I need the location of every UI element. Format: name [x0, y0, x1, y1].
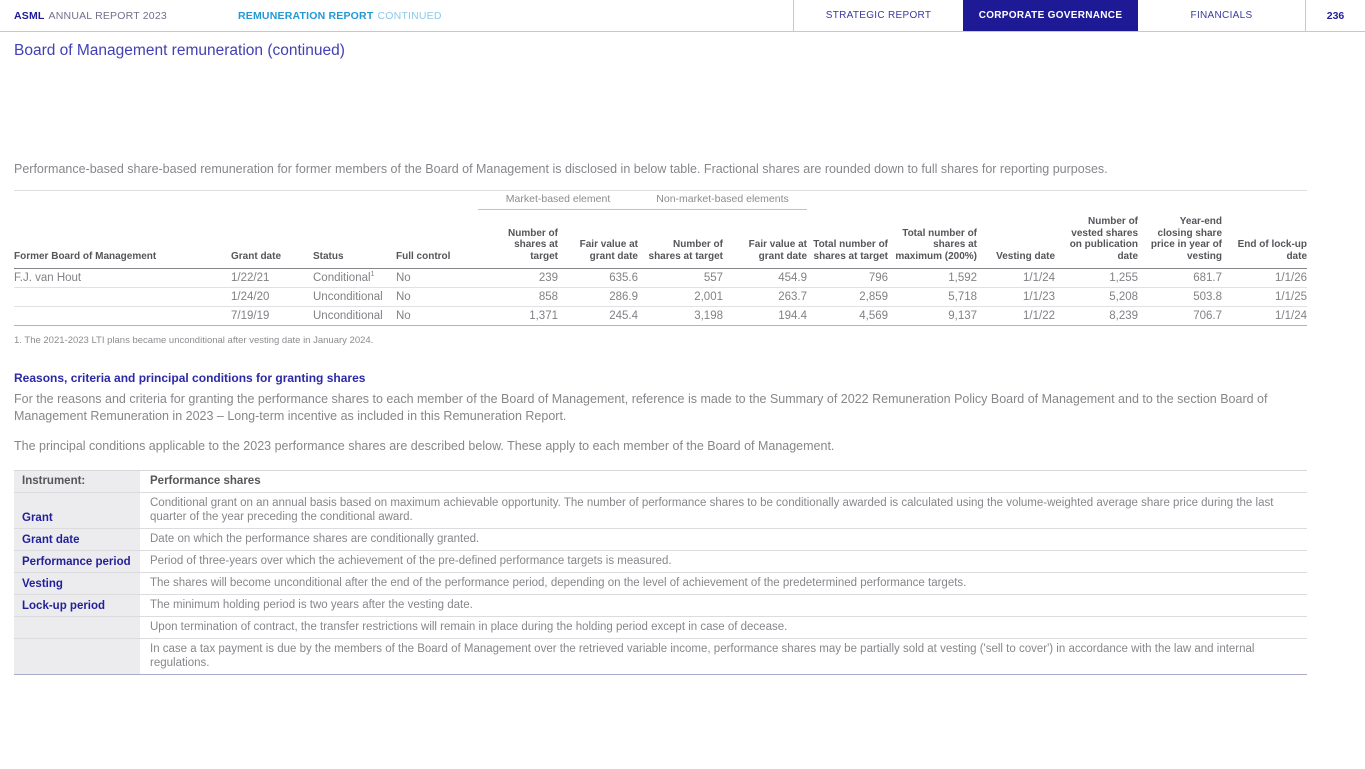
column-header: Fair value at grant date — [723, 210, 807, 269]
column-header: Year-end closing share price in year of vesting — [1138, 210, 1222, 269]
definition-row — [14, 638, 1307, 674]
cell-fair-value-nonmarket: 454.9 — [723, 268, 807, 287]
section-name: REMUNERATION REPORT — [238, 9, 374, 22]
definition-label: Grant — [14, 492, 140, 528]
cell-full-control: No — [396, 306, 478, 325]
section-heading: Reasons, criteria and principal conditions for granting shares — [14, 370, 366, 385]
cell-vesting-date: 1/1/24 — [977, 268, 1055, 287]
cell-fair-value-nonmarket: 194.4 — [723, 306, 807, 325]
column-header: Number of vested shares on publication date — [1055, 210, 1138, 269]
column-header: Former Board of Management — [14, 210, 231, 269]
cell-lockup-end: 1/1/24 — [1222, 306, 1307, 325]
definition-header-row — [14, 470, 1307, 492]
table-row — [14, 268, 1307, 287]
cell-lockup-end: 1/1/26 — [1222, 268, 1307, 287]
cell-full-control: No — [396, 287, 478, 306]
definition-label: Lock-up period — [14, 594, 140, 616]
cell-vesting-date: 1/1/23 — [977, 287, 1055, 306]
cell-lockup-end: 1/1/25 — [1222, 287, 1307, 306]
group-market-based: Market-based element — [478, 191, 638, 210]
definition-row — [14, 492, 1307, 528]
status-text: Conditional — [313, 271, 371, 284]
cell-total-target: 4,569 — [807, 306, 888, 325]
column-header: Grant date — [231, 210, 313, 269]
definition-text: The minimum holding period is two years after the vesting date. — [150, 594, 1307, 616]
table-row — [14, 306, 1307, 325]
cell-shares-target-nonmarket: 2,001 — [638, 287, 723, 306]
cell-shares-target-market: 1,371 — [478, 306, 558, 325]
reasons-paragraph-2: The principal conditions applicable to the 2023 performance shares are described below. These apply to each member of the Board of Management. — [14, 438, 835, 453]
brand-subtitle: ANNUAL REPORT 2023 — [48, 9, 167, 22]
column-header-row — [14, 210, 1307, 269]
conditions-definition-table — [14, 470, 1307, 675]
page-number: 236 — [1305, 0, 1365, 31]
cell-vesting-date: 1/1/22 — [977, 306, 1055, 325]
cell-vested-shares: 1,255 — [1055, 268, 1138, 287]
cell-grant-date: 1/24/20 — [231, 287, 313, 306]
cell-shares-target-nonmarket: 3,198 — [638, 306, 723, 325]
definition-row — [14, 550, 1307, 572]
cell-shares-target-market: 858 — [478, 287, 558, 306]
cell-grant-date: 1/22/21 — [231, 268, 313, 287]
definition-label — [14, 616, 140, 638]
cell-vested-shares: 5,208 — [1055, 287, 1138, 306]
definition-row — [14, 594, 1307, 616]
cell-fair-value-nonmarket: 263.7 — [723, 287, 807, 306]
reasons-paragraph-1: For the reasons and criteria for granting the performance shares to each member of the Board of Management, reference is made to the Summary of 2022 Remuneration Policy Board of Management and to the section Board of Management Remuneration in 2023 – Long-term incentive as included in this Remuneration Report. — [14, 391, 1268, 423]
footnote-marker: 1 — [370, 271, 375, 279]
definition-label: Performance period — [14, 550, 140, 572]
section-continued: CONTINUED — [377, 9, 442, 22]
cell-status — [313, 268, 396, 287]
cell-closing-price: 681.7 — [1138, 268, 1222, 287]
column-header: End of lock-up date — [1222, 210, 1307, 269]
definition-text: Period of three-years over which the achievement of the pre-defined performance targets is measured. — [150, 550, 1307, 572]
cell-closing-price: 706.7 — [1138, 306, 1222, 325]
cell-total-maximum: 9,137 — [888, 306, 977, 325]
table-footnote: 1. The 2021-2023 LTI plans became unconditional after vesting date in January 2024. — [14, 334, 374, 346]
tab-financials[interactable]: FINANCIALS — [1190, 10, 1253, 21]
cell-closing-price: 503.8 — [1138, 287, 1222, 306]
cell-shares-target-market: 239 — [478, 268, 558, 287]
cell-fair-value-market: 245.4 — [558, 306, 638, 325]
cell-member-name — [14, 287, 231, 306]
definition-text: Upon termination of contract, the transfer restrictions will remain in place during the holding period except in case of decease. — [150, 616, 1307, 638]
table-row — [14, 287, 1307, 306]
brand-name: ASML — [14, 9, 45, 22]
cell-total-target: 2,859 — [807, 287, 888, 306]
cell-status: Unconditional — [313, 287, 396, 306]
column-header: Fair value at grant date — [558, 210, 638, 269]
share-remuneration-table — [14, 190, 1307, 326]
page-title: Board of Management remuneration (continued) — [14, 42, 345, 59]
column-header: Number of shares at target — [478, 210, 558, 269]
cell-grant-date: 7/19/19 — [231, 306, 313, 325]
tab-corporate-governance[interactable]: CORPORATE GOVERNANCE — [963, 0, 1138, 31]
group-non-market-based: Non-market-based elements — [638, 191, 807, 210]
column-header: Status — [313, 210, 396, 269]
definition-text: The shares will become unconditional after the end of the performance period, depending on the level of achievement of the predetermined performance targets. — [150, 572, 1307, 594]
cell-member-name: F.J. van Hout — [14, 268, 231, 287]
definition-label: Vesting — [14, 572, 140, 594]
top-bar — [0, 0, 1365, 32]
column-header: Total number of shares at target — [807, 210, 888, 269]
definition-row — [14, 572, 1307, 594]
nav-tabs — [793, 0, 1365, 31]
definition-text: Conditional grant on an annual basis based on maximum achievable opportunity. The number of performance shares to be conditionally awarded is calculated using the volume-weighted average share price during the last quarter of the year preceding the conditional award. — [150, 492, 1307, 528]
cell-status: Unconditional — [313, 306, 396, 325]
definition-label — [14, 638, 140, 674]
group-spacer — [807, 191, 1307, 210]
cell-total-maximum: 1,592 — [888, 268, 977, 287]
definition-text: Date on which the performance shares are conditionally granted. — [150, 528, 1307, 550]
cell-total-target: 796 — [807, 268, 888, 287]
cell-vested-shares: 8,239 — [1055, 306, 1138, 325]
group-header-row — [14, 191, 1307, 210]
column-header: Vesting date — [977, 210, 1055, 269]
cell-shares-target-nonmarket: 557 — [638, 268, 723, 287]
cell-fair-value-market: 286.9 — [558, 287, 638, 306]
definition-row — [14, 528, 1307, 550]
cell-member-name — [14, 306, 231, 325]
column-header: Full control — [396, 210, 478, 269]
definition-row — [14, 616, 1307, 638]
column-header: Number of shares at target — [638, 210, 723, 269]
cell-fair-value-market: 635.6 — [558, 268, 638, 287]
intro-paragraph: Performance-based share-based remuneration for former members of the Board of Management is disclosed in below table. Fractional shares are rounded down to full shares for reporting purposes. — [14, 162, 1108, 176]
section-label — [238, 0, 442, 31]
instrument-value: Performance shares — [150, 470, 1307, 492]
report-brand — [14, 0, 167, 31]
definition-label: Grant date — [14, 528, 140, 550]
definition-text: In case a tax payment is due by the members of the Board of Management over the retrieved variable income, performance shares may be partially sold at vesting ('sell to cover') in accordance with the law and internal regulations. — [150, 638, 1307, 674]
group-spacer — [14, 191, 478, 210]
tab-strategic-report[interactable]: STRATEGIC REPORT — [793, 0, 963, 31]
cell-full-control: No — [396, 268, 478, 287]
column-header: Total number of shares at maximum (200%) — [888, 210, 977, 269]
instrument-label: Instrument: — [14, 470, 140, 492]
cell-total-maximum: 5,718 — [888, 287, 977, 306]
